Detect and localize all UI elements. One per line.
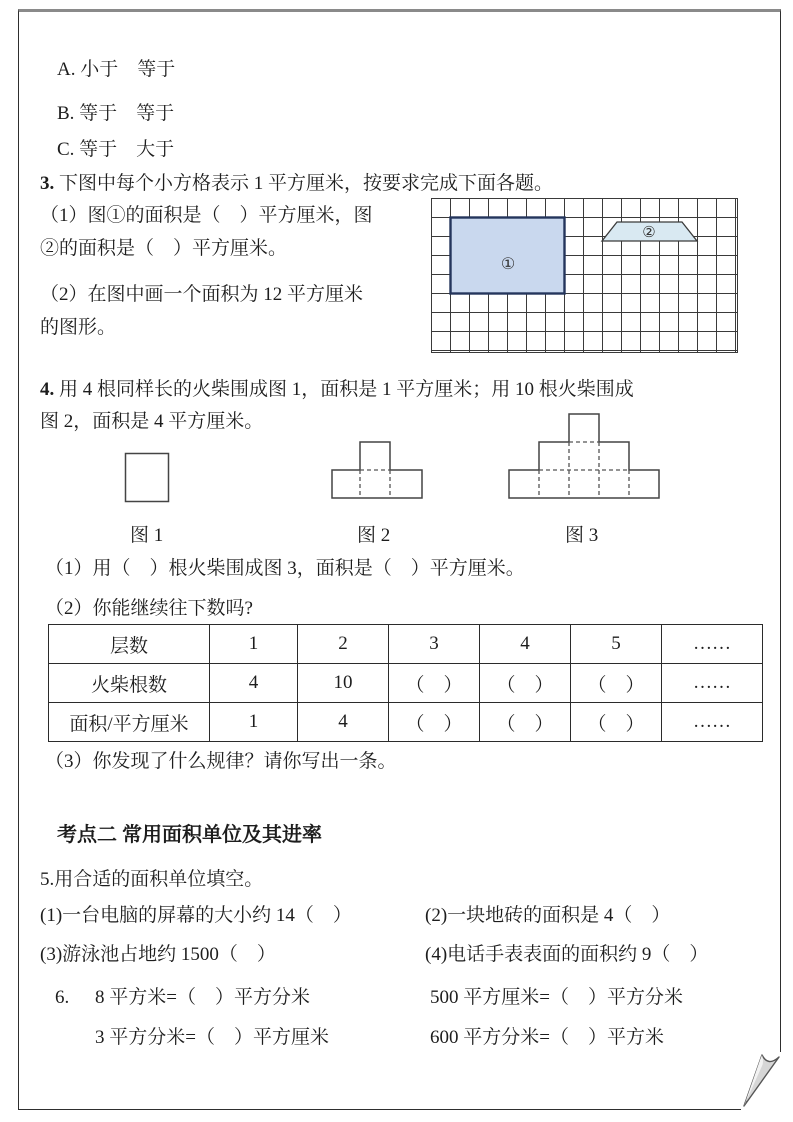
table-cell: （ ） — [480, 664, 571, 703]
table-cell: …… — [662, 625, 763, 664]
table-row — [49, 664, 763, 703]
figure-1-label: 图 1 — [130, 525, 164, 546]
q5-item-3: (3)游泳池占地约 1500（ ） — [40, 944, 276, 965]
table-cell: 1 — [210, 703, 298, 742]
table-cell: 4 — [298, 703, 389, 742]
q3-sub2-line1: （2）在图中画一个面积为 12 平方厘米 — [40, 284, 364, 305]
q6-item-3: 3 平方分米=（ ）平方厘米 — [95, 1027, 329, 1048]
table-cell: （ ） — [389, 703, 480, 742]
table-cell: …… — [662, 703, 763, 742]
q6-item-1: 8 平方米=（ ）平方分米 — [95, 987, 310, 1008]
table-cell: 10 — [298, 664, 389, 703]
q6-item-4: 600 平方分米=（ ）平方米 — [430, 1027, 664, 1048]
table-cell: 层数 — [49, 625, 210, 664]
table-cell: （ ） — [571, 703, 662, 742]
table-cell: （ ） — [389, 664, 480, 703]
matchstick-figure-2 — [330, 440, 426, 500]
q4-stem-line2: 图 2，面积是 4 平方厘米。 — [40, 411, 264, 432]
option-b: B. 等于 等于 — [57, 103, 175, 124]
q3-sub1-line1: （1）图①的面积是（ ）平方厘米，图 — [40, 205, 373, 226]
shape-1-label: ① — [500, 256, 516, 273]
q4-sub3: （3）你发现了什么规律？请你写出一条。 — [45, 751, 397, 772]
table-cell: …… — [662, 664, 763, 703]
table-row — [49, 703, 763, 742]
table-cell: （ ） — [480, 703, 571, 742]
q3-stem: 3. 下图中每个小方格表示 1 平方厘米，按要求完成下面各题。 — [40, 173, 554, 194]
figure-3-label: 图 3 — [565, 525, 599, 546]
q4-sub1: （1）用（ ）根火柴围成图 3，面积是（ ）平方厘米。 — [45, 558, 525, 579]
section-2-title: 考点二 常用面积单位及其进率 — [57, 824, 322, 846]
square-grid-figure — [431, 198, 738, 353]
table-cell: （ ） — [571, 664, 662, 703]
table-cell: 4 — [210, 664, 298, 703]
shape-2-label: ② — [642, 225, 656, 241]
q5-item-1: (1)一台电脑的屏幕的大小约 14（ ） — [40, 905, 352, 926]
option-c: C. 等于 大于 — [57, 139, 175, 160]
table-cell: 4 — [480, 625, 571, 664]
table-cell: 2 — [298, 625, 389, 664]
matchstick-data-table — [48, 624, 763, 742]
q4-number: 4. — [40, 379, 55, 400]
grid-shapes — [431, 198, 737, 352]
matchstick-figure-1 — [124, 452, 172, 504]
table-cell: 火柴根数 — [49, 664, 210, 703]
page-curl-icon — [735, 1046, 783, 1110]
matchstick-figure-3 — [508, 412, 662, 500]
q4-sub2: （2）你能继续往下数吗? — [45, 598, 253, 619]
q5-stem: 5.用合适的面积单位填空。 — [40, 869, 264, 890]
q3-sub2-line2: 的图形。 — [40, 317, 117, 338]
q6-number: 6. — [55, 987, 70, 1008]
q3-number: 3. — [40, 173, 55, 194]
table-cell: 3 — [389, 625, 480, 664]
q5-item-4: (4)电话手表表面的面积约 9（ ） — [425, 944, 709, 965]
table-cell: 1 — [210, 625, 298, 664]
q3-sub1-line2: ②的面积是（ ）平方厘米。 — [40, 238, 288, 259]
table-row — [49, 625, 763, 664]
q6-item-2: 500 平方厘米=（ ）平方分米 — [430, 987, 683, 1008]
option-a: A. 小于 等于 — [57, 59, 176, 80]
q5-item-2: (2)一块地砖的面积是 4（ ） — [425, 905, 671, 926]
q4-stem-line1: 4. 用 4 根同样长的火柴围成图 1，面积是 1 平方厘米；用 10 根火柴围成 — [40, 379, 634, 400]
figure-2-label: 图 2 — [357, 525, 391, 546]
table-cell: 面积/平方厘米 — [49, 703, 210, 742]
table-cell: 5 — [571, 625, 662, 664]
